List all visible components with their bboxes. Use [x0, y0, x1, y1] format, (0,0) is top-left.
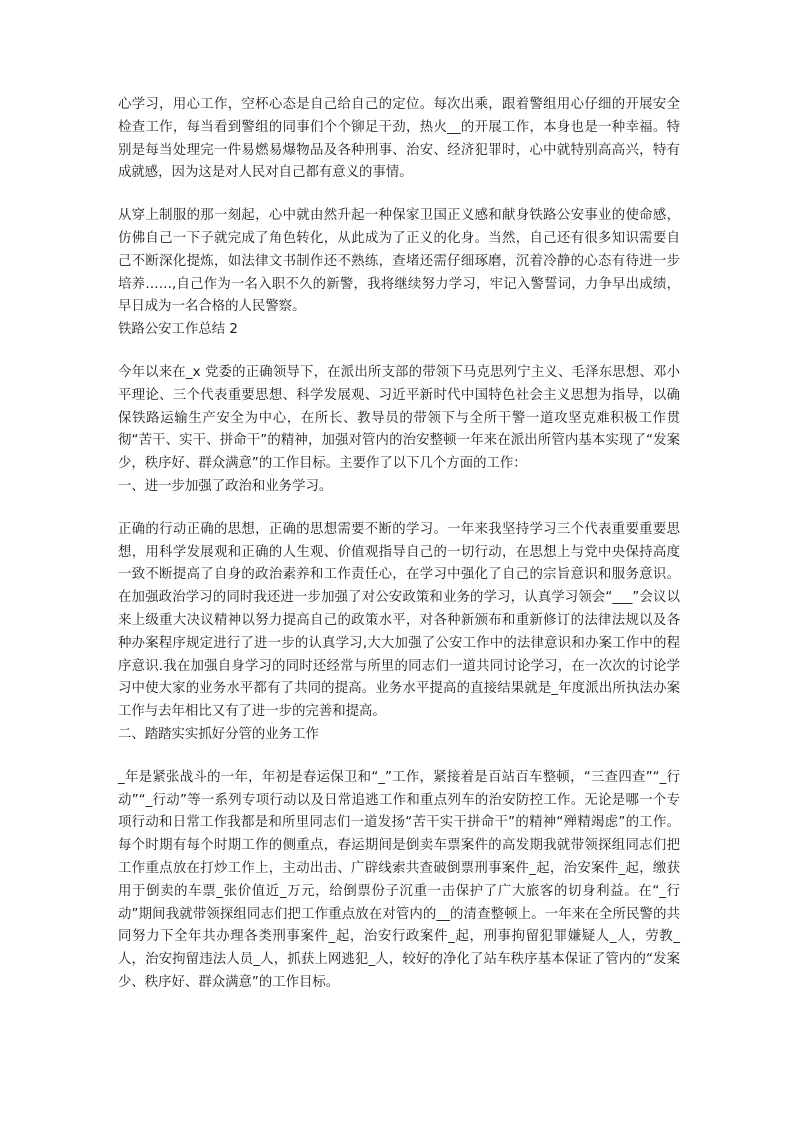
paragraph-uniform: 从穿上制服的那一刻起，心中就由然升起一种保家卫国正义感和献身铁路公安事业的使命感，仿佛自己一下子就完成了角色转化，从此成为了正义的化身。当然，自己还有很多知识需要自己不断深化提炼，如法律文书制作还不熟练，查堵还需仔细琢磨，沉着冷静的心态有待进一步培养……,自己作为一名入职不久的新警，我将继续努力学习，牢记入警誓词，力争早出成绩，早日成为一名合格的人民警察。: [118, 208, 680, 315]
heading-business-work: 二、踏踏实实抓好分管的业务工作: [118, 726, 319, 742]
paragraph-intro-study: 心学习，用心工作，空杯心态是自己给自己的定位。每次出乘，跟着警组用心仔细的开展安全检查工作，每当看到警组的同事们个个铆足干劲，热火__的开展工作，本身也是一种幸福。特别是每当处理完一件易燃易爆物品及各种刑事、治安、经济犯罪时，心中就特别高高兴，特有成就感，因为这是对人民对自己都有意义的事情。: [118, 97, 680, 181]
heading-political-study: 一、进一步加强了政治和业务学习。: [118, 478, 333, 494]
paragraph-political-study: 正确的行动正确的思想，正确的思想需要不断的学习。一年来我坚持学习三个代表重要重要思想，用科学发展观和正确的人生观、价值观指导自己的一切行动，在思想上与党中央保持高度一致不断提高了自身的政治素养和工作责任心，在学习中强化了自己的宗旨意识和服务意识。在加强政治学习的同时我还进一步加强了对公安政策和业务的学习，认真学习领会“___”会议以来上级重大决议精神以努力提高自己的政策水平，对各种新颁布和重新修订的法律法规以及各种办案程序规定进行了进一步的认真学习,大大加强了公安工作中的法律意识和办案工作中的程序意识.我在加强自身学习的同时还经常与所里的同志们一道共同讨论学习，在一次次的讨论学习中使大家的业务水平都有了共同的提高。业务水平提高的直接结果就是_年度派出所执法办案工作与去年相比又有了进一步的完善和提高。: [118, 521, 680, 720]
document-page: [118, 94, 680, 995]
paragraph-overview: 今年以来在_x 党委的正确领导下，在派出所支部的带领下马克思列宁主义、毛泽东思想、邓小平理论、三个代表重要思想、科学发展观、习近平新时代中国特色社会主义思想为指导，以确保铁路运输生产安全为中心，在所长、教导员的带领下与全所干警一道攻坚克难积极工作贯彻“苦干、实干、拼命干”的精神，加强对管内的治安整顿一年来在派出所管内基本实现了“发案少，秩序好、群众满意”的工作目标。主要作了以下几个方面的工作：: [118, 364, 680, 472]
section-title: 铁路公安工作总结 2: [118, 322, 238, 338]
paragraph-business-work: _年是紧张战斗的一年，年初是春运保卫和“_”工作，紧接着是百站百车整顿，“三查四查”“_行动”“_行动”等一系列专项行动以及日常追逃工作和重点列车的治安防控工作。无论是哪一个专项行动和日常工作我都是和所里同志们一道发扬“苦干实干拼命干”的精神“殚精竭虑”的工作。每个时期有每个时期工作的侧重点，春运期间是倒卖车票案件的高发期我就带领探组同志们把工作重点放在打炒工作上，主动出击、广辟线索共查破倒票刑事案件_起，治安案件_起，缴获用于倒卖的车票_张价值近_万元，给倒票份子沉重一击保护了广大旅客的切身利益。在“_行动”期间我就带领探组同志们把工作重点放在对管内的__的清查整顿上。一年来在全所民警的共同努力下全年共办理各类刑事案件_起，治安行政案件_起，刑事拘留犯罪嫌疑人_人，劳教_人，治安拘留违法人员_人，抓获上网逃犯_人，较好的净化了站车秩序基本保证了管内的“发案少、秩序好、群众满意”的工作目标。: [118, 769, 680, 990]
